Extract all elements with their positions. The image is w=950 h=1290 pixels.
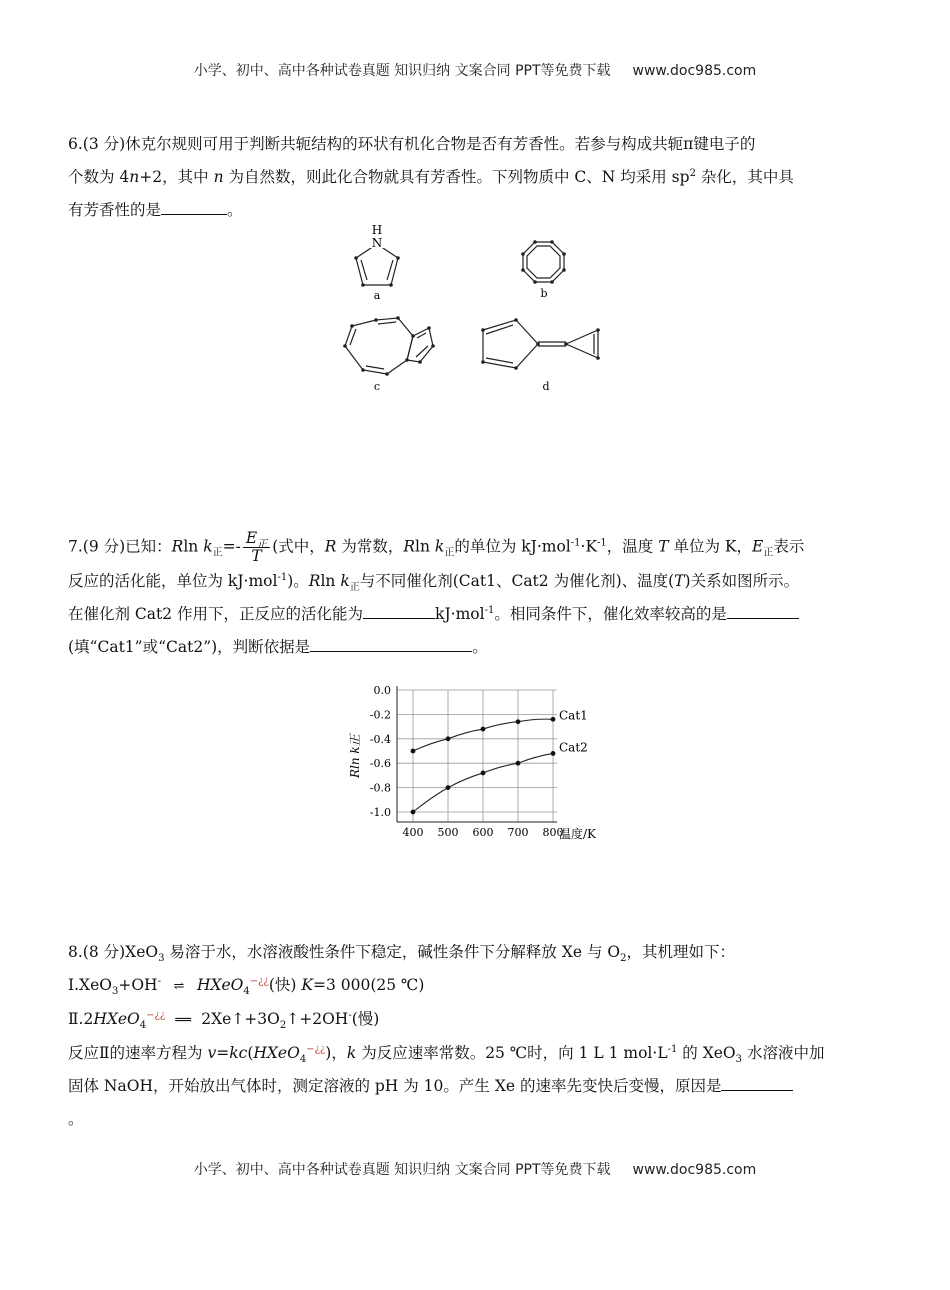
q8-line6: 。 xyxy=(68,1110,84,1128)
data-point-cat1 xyxy=(411,749,416,754)
answer-blank[interactable] xyxy=(721,1072,793,1091)
x-tick-label: 400 xyxy=(402,826,424,839)
label-b: b xyxy=(540,287,548,300)
q6-line1: 6.(3 分)休克尔规则可用于判断共轭结构的环状有机化合物是否有芳香性。若参与构成共轭π键电子的 xyxy=(68,135,756,153)
answer-blank[interactable] xyxy=(161,196,227,215)
y-tick-label: -0.6 xyxy=(369,757,391,771)
series-label-cat1: Cat1 xyxy=(559,708,588,723)
label-c: c xyxy=(373,380,381,393)
q8-line1: 8.(8 分)XeO$_3$ 易溶于水，水溶液酸性条件下稳定，碱性条件下分解释放 Xe 与 $O_2$，其机理如下： xyxy=(68,943,735,965)
q6-line3: 有芳香性的是 。 xyxy=(68,194,883,227)
x-tick-label: 600 xyxy=(472,826,494,839)
q7-line3: 在催化剂 Cat2 作用下，正反应的活化能为 kJ·mol$^{-1}$。相同条件下，催化效率较高的是 xyxy=(68,598,883,631)
q8-line4: 反应Ⅱ的速率方程为 v=kc(HXeO$_4$−¿¿)，k 为反应速率常数。25 ℃时，向 1 L 1 $mol\cdot L^{-1}$ 的 XeO$_3$ 水溶液中加 xyxy=(68,1043,825,1066)
q7-line4: (填“Cat1”或“Cat2”)，判断依据是 。 xyxy=(68,631,883,664)
structure-d xyxy=(483,320,598,368)
question-8 xyxy=(68,936,883,1136)
data-point-cat1 xyxy=(551,717,556,722)
label-d: d xyxy=(542,380,550,393)
rlnk-temperature-chart xyxy=(335,680,615,840)
data-point-cat1 xyxy=(446,736,451,741)
q7-line1: 7.(9 分)已知：Rln $k_正=-$ $\frac{E_正}{T}$ (式中，R 为常数，Rln $k_正$的单位为 $kJ\cdot mol^{-1}\cdot K^{-1}$，温度 T 单位为 K，$E_正$表示 xyxy=(68,529,805,565)
header-text: 小学、初中、高中各种试卷真题 知识归纳 文案合同 PPT等免费下载 xyxy=(193,63,611,79)
y-tick-label: -0.4 xyxy=(369,732,391,746)
q7-line2: 反应的活化能，单位为 kJ·mol$^{-1}$)。Rln $k_正$与不同催化剂(Cat1、Cat2 为催化剂)、温度(T)关系如图所示。 xyxy=(68,571,800,594)
q8-reaction-1: Ⅰ.XeO$_3$+OH- ⇌ HXeO$_4$−¿¿(快) K=3 000(25 ℃) xyxy=(68,969,883,1003)
data-point-cat2 xyxy=(446,785,451,790)
structure-a-pyrrole xyxy=(356,244,398,285)
structure-a-h: H xyxy=(371,223,383,237)
structure-a-n: N xyxy=(371,236,383,250)
y-tick-label: -0.8 xyxy=(369,781,391,795)
data-point-cat1 xyxy=(481,727,486,732)
x-tick-label: 700 xyxy=(507,826,529,839)
data-point-cat2 xyxy=(516,761,521,766)
q8-reaction-2: Ⅱ.2HXeO$_4$−¿¿ ══ $2Xe↑+3O_2↑+2OH^-$(慢) xyxy=(68,1003,883,1037)
label-a: a xyxy=(373,289,381,302)
y-axis-label: Rln k正 xyxy=(348,734,362,778)
data-point-cat1 xyxy=(516,719,521,724)
data-point-cat2 xyxy=(481,771,486,776)
data-point-cat2 xyxy=(551,751,556,756)
question-7 xyxy=(68,530,883,664)
series-label-cat2: Cat2 xyxy=(559,740,588,755)
header-url[interactable]: www.doc985.com xyxy=(632,63,757,79)
y-tick-label: -1.0 xyxy=(369,806,391,819)
y-tick-label: -0.2 xyxy=(369,708,391,722)
footer-url[interactable]: www.doc985.com xyxy=(632,1162,757,1178)
x-tick-label: 500 xyxy=(437,826,459,839)
page-footer xyxy=(0,1159,950,1179)
answer-blank[interactable] xyxy=(727,600,799,619)
data-point-cat2 xyxy=(411,810,416,815)
q6-structures xyxy=(330,222,630,397)
y-tick-label: 0.0 xyxy=(373,684,391,697)
equilibrium-arrow-icon: ⇌ xyxy=(173,979,185,994)
fraction-ea-over-t: $\frac{E_正}{T}$ xyxy=(243,530,270,565)
page-header xyxy=(0,60,950,80)
question-6 xyxy=(68,128,883,227)
structure-c-azulene xyxy=(345,318,433,374)
answer-blank[interactable] xyxy=(310,633,472,652)
x-axis-label: 温度/K xyxy=(559,827,597,840)
x-tick-label: 800 xyxy=(542,826,564,839)
q8-line5: 固体 NaOH，开始放出气体时，测定溶液的 pH 为 10。产生 Xe 的速率先变快后变慢，原因是 xyxy=(68,1070,883,1103)
q6-line2: 个数为 4n+2，其中 n 为自然数，则此化合物就具有芳香性。下列物质中 C、N 均采用 $sp^2$ 杂化，其中具 xyxy=(68,167,794,186)
answer-blank[interactable] xyxy=(363,600,435,619)
equals-arrow-icon: ══ xyxy=(175,1013,192,1028)
structure-b-cot xyxy=(523,242,564,282)
footer-text: 小学、初中、高中各种试卷真题 知识归纳 文案合同 PPT等免费下载 xyxy=(193,1162,611,1178)
